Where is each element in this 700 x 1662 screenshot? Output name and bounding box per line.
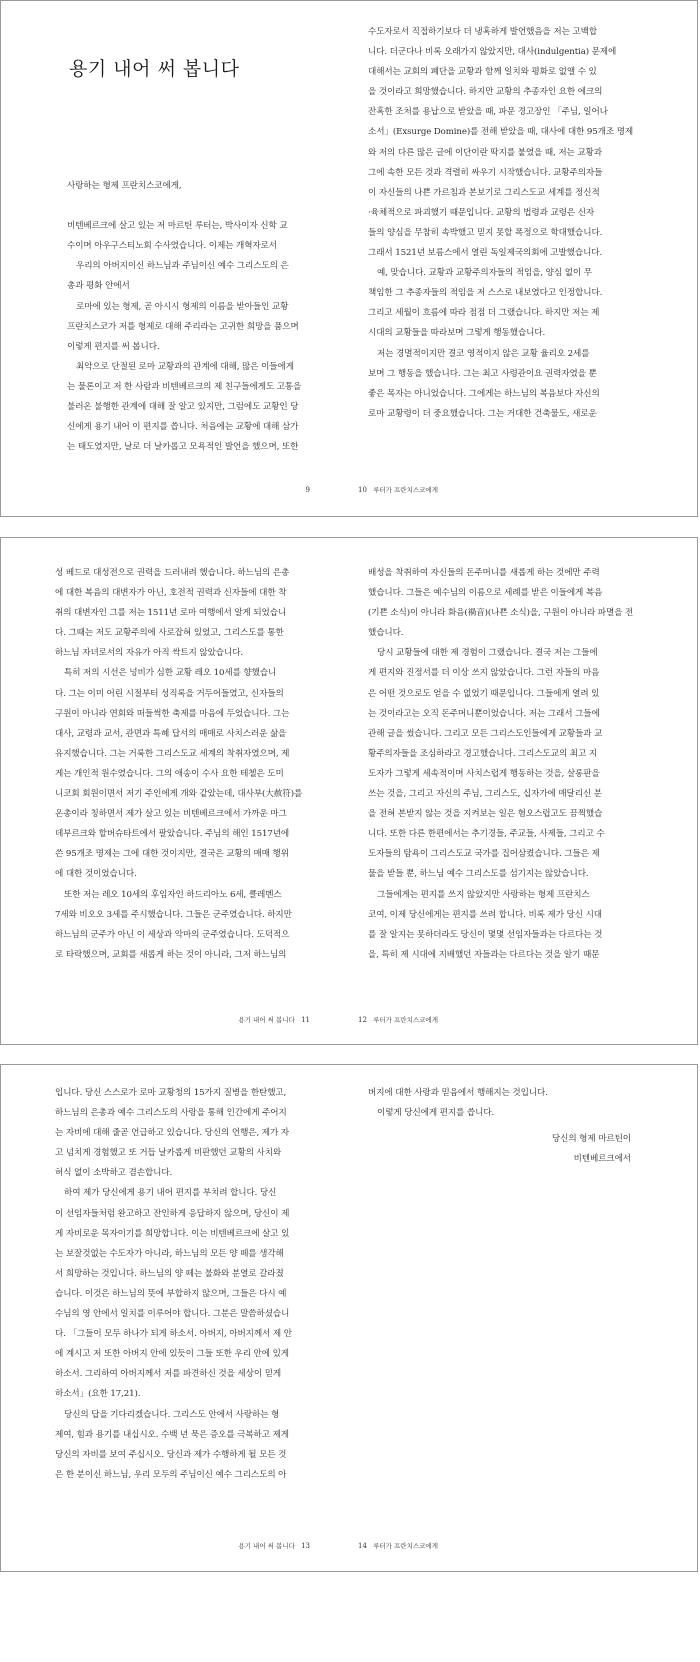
page-body (67, 176, 335, 457)
text-line: 니다. 더군다나 비록 오래가지 않았지만, 대사(indulgentia) 문제에 (368, 47, 617, 58)
text-line: 황주의자들을 조심하라고 경고했습니다. 그리스도교의 최고 지 (368, 748, 598, 759)
text-line: 대해서는 교회의 폐단을 교황과 함께 일치와 평화로 없앨 수 있 (368, 67, 597, 78)
text-line: 은 한 분이신 하느님, 우리 모두의 주님이신 예수 그리스도의 아 (55, 1469, 287, 1480)
text-line: 는 보잘것없는 수도자가 아니라, 하느님의 모든 양 떼를 생각해 (55, 1248, 284, 1259)
text-line: 은 어떤 것으로도 얻을 수 없었기 때문입니다. 그들에게 열려 있 (368, 688, 600, 699)
page-body (55, 1083, 337, 1485)
text-line: 는 물론이고 저 한 사람과 비텐베르크의 제 친구들에게도 고통을 (67, 381, 302, 392)
text-line: 니코회 회원이면서 저기 주인에게 개와 같았는데, 대사부(大赦符)를 (55, 789, 303, 800)
text-line: 구원이 아니라 연회와 떠들썩한 축제를 마음에 두었습니다. 그는 (55, 708, 290, 719)
page-12 (350, 538, 699, 1044)
text-line: 와 저의 다른 많은 글에 이단이란 딱지를 붙였을 때, 저는 교황과 (368, 147, 602, 158)
text-line: ·육체적으로 파괴했기 때문입니다. 교황의 법령과 교령은 신자 (368, 207, 595, 218)
page-number: 14 (358, 1542, 367, 1550)
page-13 (1, 1065, 350, 1571)
text-line: 하소서. 그리하여 아버지께서 저를 파견하신 것을 세상이 믿게 (55, 1369, 282, 1380)
text-line: 이렇게 당신에게 편지를 씁니다. (377, 1108, 495, 1119)
page-body (368, 563, 653, 965)
text-line: 당신의 자비를 보여 주십시오. 당신과 제가 수행하게 될 모든 것 (55, 1449, 287, 1460)
text-line: 는 태도였지만, 날로 더 날카롭고 모욕적인 발언을 했으며, 또한 (67, 442, 299, 453)
text-line: 버지에 대한 사랑과 믿음에서 행해지는 것입니다. (368, 1088, 548, 1098)
page-body (368, 22, 638, 424)
running-header: 루터가 프란치스코에게 (373, 1542, 438, 1550)
page-11 (1, 538, 350, 1044)
page-folio (238, 1541, 310, 1551)
text-line: 그에 속한 모든 것과 격렬히 싸우기 시작했습니다. 교황주의자들 (368, 167, 603, 178)
text-line: 좋은 목자는 아니었습니다. 그에게는 하느님의 복음보다 자신의 (368, 388, 600, 399)
text-line: 다. 「그들이 모두 하나가 되게 하소서. 아버지, 아버지께서 제 안 (55, 1329, 292, 1340)
text-line: 에 대한 복음의 대변자가 아닌, 호전적 권력과 신자들에 대한 착 (55, 588, 287, 599)
page-folio (358, 1541, 438, 1551)
page-folio (358, 485, 438, 495)
text-line: 에 계시고 저 또한 아버지 안에 있듯이 그들 또한 우리 안에 있게 (55, 1349, 289, 1360)
text-line: 는 것이라고는 오직 돈주머니뿐이었습니다. 저는 그래서 그들에 (368, 708, 600, 719)
page-folio (358, 1015, 438, 1025)
page-number: 10 (358, 486, 367, 494)
page-spread-2 (0, 537, 698, 1045)
text-line: 이 선임자들처럼 완고하고 잔인하게 응답하지 않으며, 당신이 제 (55, 1208, 290, 1219)
text-line: 하소서」(요한 17,21). (55, 1389, 141, 1400)
page-folio (306, 485, 310, 495)
text-line: 도자가 그렇게 세속적이며 사치스럽게 행동하는 것을, 살롱판을 (368, 768, 600, 779)
text-line: 하느님의 은총과 예수 그리스도의 사랑을 통해 인간에게 주어지 (55, 1108, 287, 1119)
text-line: 총과 평화 안에서 (67, 281, 130, 292)
text-line: 했습니다. 그들은 예수님의 이름으로 세례를 받은 이들에게 복음 (368, 588, 603, 599)
running-header: 루터가 프란치스코에게 (373, 1016, 438, 1024)
salutation-line: 사랑하는 형제 프란치스코에게, (67, 181, 182, 191)
text-line: 게는 개인적 원수였습니다. 그의 애송이 수사 요한 테첼은 도미 (55, 768, 284, 779)
text-line: 7세와 비오오 3세를 주시했습니다. 그들은 군주였습니다. 하지만 (55, 909, 292, 920)
text-line: 당시 교황들에 대한 제 경험이 그랬습니다. 결국 저는 그들에 (377, 648, 598, 659)
text-line: 로마 교황령이 더 중요했습니다. 그는 거대한 건축물도, 새로운 (368, 408, 597, 419)
text-line: 또한 저는 레오 10세의 후임자인 하드리아노 6세, 클레멘스 (64, 889, 282, 900)
text-line: 신에게 용기 내어 이 편지를 씁니다. 처음에는 교황에 대해 삼가 (67, 422, 299, 433)
text-line: 는 자비에 대해 줄곧 언급하고 있습니다. 당신의 언행은, 제가 자 (55, 1128, 289, 1139)
text-line: 고 넘치게 경험했고 또 거듭 날카롭게 비판했던 교황의 사치와 (55, 1148, 282, 1159)
text-line: 수님의 영 안에서 일치를 이루어야 합니다. 그분은 말씀하셨습니 (55, 1309, 290, 1320)
chapter-title: 용기 내어 써 봅니다 (69, 58, 240, 80)
text-line: 잔혹한 조처를 용납으로 받았을 때, 파문 경고장인 「주님, 일어나 (368, 107, 608, 118)
text-line: 성 베드로 대성전으로 권력을 드러내려 했습니다. 하느님의 은총 (55, 568, 290, 578)
text-line: 그래서 1521년 보름스에서 열린 독일제국의회에 고발했습니다. (368, 248, 603, 259)
text-line: 우리의 아버지이신 하느님과 주님이신 예수 그리스도의 은 (76, 261, 289, 272)
text-line: 관해 글을 썼습니다. 그리고 모든 그리스도인들에게 교황들과 교 (368, 728, 603, 739)
page-folio (238, 1015, 310, 1025)
text-line: 로 타락했으며, 교회를 새롭게 하는 것이 아니라, 그저 하느님의 (55, 949, 287, 960)
text-line: 니다. 또한 다른 한편에서는 추기경들, 주교들, 사제들, 그리고 수 (368, 829, 605, 840)
page-number: 9 (305, 486, 310, 494)
text-line: 다. 그때는 저도 교황주의에 사로잡혀 있었고, 그리스도를 통한 (55, 628, 284, 639)
text-line: 습니다. 이것은 하느님의 뜻에 부합하지 않으며, 그들은 다시 예 (55, 1288, 287, 1299)
running-header: 용기 내어 써 봅니다 (238, 1542, 295, 1550)
text-line: 을 전혀 본받지 않는 것을 지켜보는 일은 혐오스럽고도 끔찍했습 (368, 809, 603, 820)
text-line: 온총이라 칭하면서 제가 살고 있는 비텐베르크에서 가까운 마그 (55, 809, 287, 820)
text-line: 대사, 교령과 교서, 관면과 특혜 답서의 매매로 사치스러운 삶을 (55, 728, 287, 739)
text-line: 허식 없이 소박하고 겸손합니다. (55, 1168, 173, 1179)
text-line: 최악으로 단절된 로마 교황과의 관계에 대해, 많은 이들에게 (76, 361, 294, 372)
text-line: 이렇게 편지를 써 봅니다. (67, 341, 160, 352)
page-14 (350, 1065, 699, 1571)
text-line: 책임한 그 추종자들의 적임을 저 스스로 내보였다고 인정합니다. (368, 288, 603, 299)
text-line: 저는 경멸적이지만 결코 영적이지 않은 교황 율리오 2세를 (377, 348, 590, 359)
text-line: 입니다. 당신 스스로가 로마 교황청의 15가지 질병을 한탄했고, (55, 1088, 287, 1098)
page-body (55, 563, 337, 965)
text-line: 유지했습니다. 그는 거룩한 그리스도교 세계의 착취자였으며, 제 (55, 748, 290, 759)
page-number: 12 (358, 1016, 367, 1024)
signature-line: 당신의 형제 마르틴이 (551, 1134, 631, 1144)
running-header: 루터가 프란치스코에게 (373, 486, 438, 494)
text-line: (기쁜 소식)이 아니라 화음(禍音)(나쁜 소식)을, 구원이 아니라 파멸을 전 (368, 608, 634, 619)
page-10 (350, 1, 699, 516)
text-line: 쓴 95개조 명제는 그에 대한 것이지만, 결국은 교황의 매매 행위 (55, 849, 289, 860)
text-line (67, 196, 335, 216)
text-line: 에 대한 것이었습니다. (55, 869, 137, 880)
text-line: 쓰는 것을, 그리고 자신의 주님, 그리스도, 십자가에 매달리신 분 (368, 789, 602, 800)
text-line: 소서」(Exsurge Domine)를 전해 받았을 때, 대사에 대한 95개조 명제 (368, 127, 634, 138)
text-line: 그들에게는 편지를 쓰지 않았지만 사랑하는 형제 프란치스 (377, 889, 590, 900)
text-line: 프란치스코가 저를 형제로 대해 주리라는 고귀한 희망을 품으며 (67, 321, 299, 332)
text-line: 시대의 교황들을 따라보며 그렇게 행동했습니다. (368, 328, 546, 339)
text-line: 예, 맞습니다. 교황과 교황주의자들의 적임을, 양심 없이 무 (377, 268, 592, 279)
page-number: 11 (301, 1016, 310, 1024)
text-line: 불러온 불행한 관계에 대해 잘 알고 있지만, 그럼에도 교황인 당 (67, 402, 299, 413)
page-spread-1 (0, 0, 698, 517)
text-line: 특히 저의 시선은 넝비가 심한 교황 레오 10세를 향했습니 (64, 668, 277, 679)
text-line: 이 자신들의 나쁜 가르침과 본보기로 그리스도교 세계를 정신적 (368, 187, 600, 198)
text-line: 를 잘 알지는 못하더라도 당신이 몇몇 선임자들과는 다르다는 것 (368, 929, 603, 940)
text-line: 다. 그는 이미 어린 시절부터 성직록을 거두어들였고, 신자들의 (55, 688, 284, 699)
running-header: 용기 내어 써 봅니다 (238, 1016, 295, 1024)
text-line: 데부르크와 할버슈타트에서 팔았습니다. 주님의 해인 1517년에 (55, 829, 290, 840)
page-body (368, 1083, 653, 1123)
text-line: 을, 특히 제 시대에 지배했던 자들과는 다르다는 것을 알기 때문 (368, 949, 600, 960)
text-line: 도자들의 탐욕이 그리스도교 국가를 집어삼켰습니다. 그들은 제 (368, 849, 600, 860)
text-line: 그리고 세월이 흐름에 따라 점점 더 그랬습니다. 하지만 저는 제 (368, 308, 600, 319)
text-line: 들의 양심을 무참히 속박했고 믿지 못할 폭정으로 학대했습니다. (368, 227, 603, 238)
text-line: 제여, 힘과 용기를 내십시오. 수백 년 묵은 증오를 극복하고 제게 (55, 1429, 289, 1440)
text-line: 보며 그 행동을 했습니다. 그는 최고 사령관이요 권력자였을 뿐 (368, 368, 597, 379)
page-spread-3 (0, 1064, 698, 1572)
signature-place: 비텐베르크에서 (573, 1154, 631, 1165)
text-line: 수도자로서 직접하기보다 더 냉혹하게 발언했음을 저는 고백합 (368, 27, 598, 37)
text-line: 로마에 있는 형제, 곧 아시시 형제의 이름을 받아들인 교황 (76, 301, 289, 312)
text-line: 게 자비로운 목자이기를 희망합니다. 이는 비텐베르크에 살고 있 (55, 1228, 290, 1239)
text-line: 코여, 이제 당신에게는 편지를 쓰려 합니다. 비록 제가 당신 시대 (368, 909, 602, 920)
text-line: 을 것이라고 희망했습니다. 하지만 교황의 추종자인 요한 에크의 (368, 87, 603, 98)
text-line: 게 편지와 진정서를 더 이상 쓰지 않았습니다. 그런 자들의 마음 (368, 668, 600, 679)
text-line: 하느님 자녀로서의 자유가 아직 싹트지 않았습니다. (55, 648, 244, 659)
text-line: 취의 대변자인 그를 저는 1511년 로마 여행에서 알게 되었습니 (55, 608, 287, 619)
text-line: 배성을 착취하여 자신들의 돈주머니를 새롭게 하는 것에만 주력 (368, 568, 600, 578)
signature-block (368, 1129, 631, 1169)
text-line: 당신의 답을 기다리겠습니다. 그리스도 안에서 사랑하는 형 (64, 1409, 280, 1420)
text-line: 물을 받들 뿐, 하느님 예수 그리스도를 섬기지는 않았습니다. (368, 869, 589, 880)
text-line: 하느님의 군주가 아닌 이 세상과 악마의 군주였습니다. 도덕적으 (55, 929, 290, 940)
text-line: 수이며 아우구스티노회 수사였습니다. 이제는 개혁자로서 (67, 241, 277, 252)
text-line: 서 희망하는 것입니다. 하느님의 양 떼는 불화와 분열로 갈라졌 (55, 1268, 284, 1279)
page-number: 13 (301, 1542, 310, 1550)
text-line: 했습니다. (368, 628, 404, 639)
text-line: 하여 제가 당신에게 용기 내어 편지를 부치려 합니다. 당신 (64, 1188, 277, 1199)
page-9 (1, 1, 350, 516)
text-line: 비텐베르크에 살고 있는 저 마르틴 루터는, 박사이자 신학 교 (67, 221, 288, 232)
